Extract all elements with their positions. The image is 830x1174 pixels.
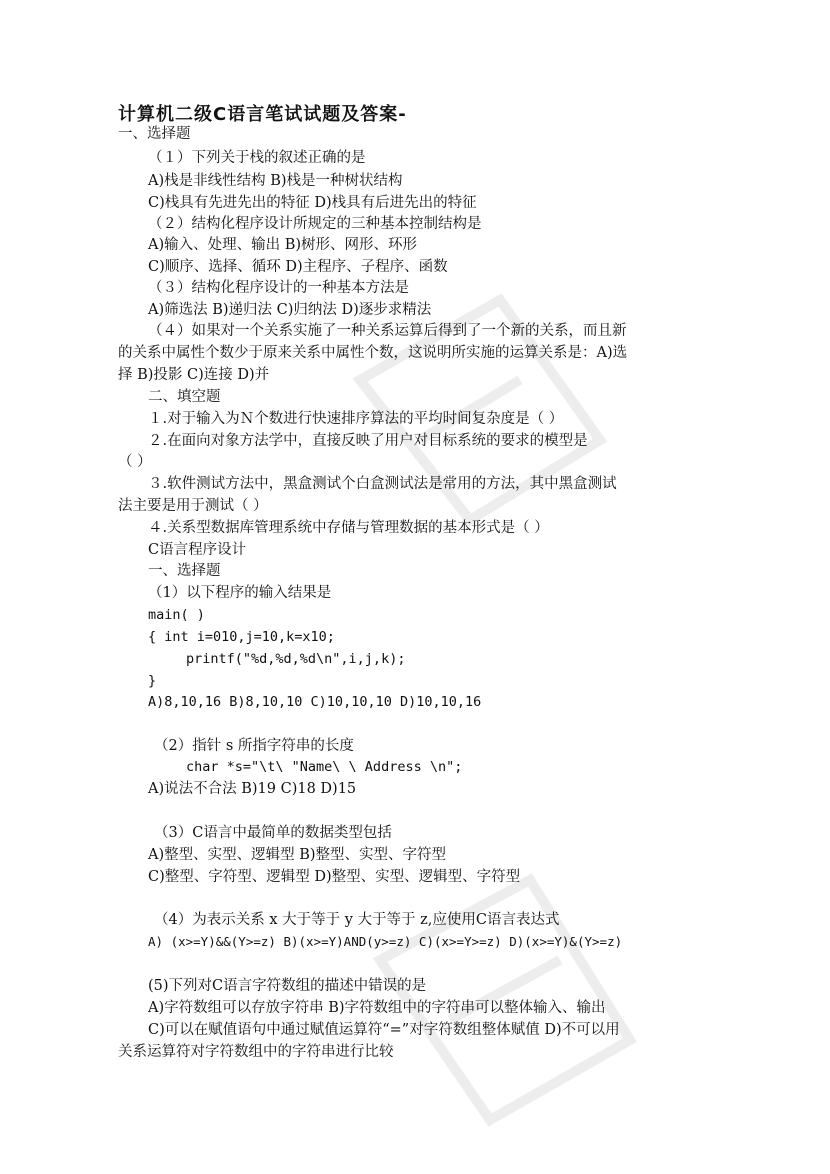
code-line: } <box>148 673 157 689</box>
page-title: 计算机二级C语言笔试试题及答案- <box>118 104 407 125</box>
section-heading: 一、选择题 <box>118 126 191 142</box>
section-heading: C语言程序设计 <box>148 542 247 558</box>
answer-options: A)筛选法 B)递归法 C)归纳法 D)逐步求精法 <box>148 302 432 318</box>
answer-options: C)顺序、选择、循环 D)主程序、子程序、函数 <box>148 259 448 275</box>
answer-options: A)栈是非线性结构 B)栈是一种树状结构 <box>148 173 403 189</box>
answer-options: C)栈具有先进先出的特征 D)栈具有后进先出的特征 <box>148 195 477 211</box>
answer-options: A) (x>=Y)&&(Y>=z) B)(x>=Y)AND(y>=z) C)(x>=Y>=z) D)(x>=Y)&(Y>=z) <box>148 934 623 949</box>
fill-blank-question: （ ） <box>118 454 152 470</box>
section-heading: 一、选择题 <box>148 563 221 579</box>
answer-options: C)整型、字符型、逻辑型 D)整型、实型、逻辑型、字符型 <box>148 869 521 885</box>
code-line: { int i=010,j=10,k=x10; <box>148 629 335 645</box>
fill-blank-question: １.对于输入为Ｎ个数进行快速排序算法的平均时间复杂度是（ ） <box>148 411 564 427</box>
answer-options: C)可以在赋值语句中通过赋值运算符“=”对字符数组整体赋值 D)不可以用 <box>148 1022 620 1038</box>
question-text: （2）指针 s 所指字符串的长度 <box>154 738 354 754</box>
fill-blank-question: ４.关系型数据库管理系统中存储与管理数据的基本形式是（ ） <box>148 520 549 536</box>
question-text: （１）下列关于栈的叙述正确的是 <box>148 150 366 166</box>
fill-blank-question: ３.软件测试方法中，黑盒测试个白盒测试法是常用的方法，其中黑盒测试 <box>148 476 617 492</box>
answer-options: A)输入、处理、输出 B)树形、网形、环形 <box>148 237 418 253</box>
answer-options: A)字符数组可以存放字符串 B)字符数组中的字符串可以整体输入、输出 <box>148 1000 606 1016</box>
code-line: char *s="\t\ "Name\ \ Address \n"; <box>186 759 463 775</box>
question-text: 的关系中属性个数少于原来关系中属性个数，这说明所实施的运算关系是：A)选 <box>118 345 628 361</box>
question-text: （４）如果对一个关系实施了一种关系运算后得到了一个新的关系，而且新 <box>148 323 627 339</box>
question-text: （３）结构化程序设计的一种基本方法是 <box>148 280 409 296</box>
code-line: printf("%d,%d,%d\n",i,j,k); <box>186 651 406 667</box>
question-text: （２）结构化程序设计所规定的三种基本控制结构是 <box>148 216 482 232</box>
answer-options: A)说法不合法 B)19 C)18 D)15 <box>148 781 357 797</box>
question-text: （3）C语言中最简单的数据类型包括 <box>154 825 392 841</box>
answer-options: 择 B)投影 C)连接 D)并 <box>118 367 270 383</box>
question-text: （1）以下程序的输入结果是 <box>148 585 332 601</box>
question-text: （4）为表示关系 x 大于等于 y 大于等于 z,应使用C语言表达式 <box>154 912 560 928</box>
answer-options: A)8,10,16 B)8,10,10 C)10,10,10 D)10,10,16 <box>148 694 482 710</box>
code-line: main( ) <box>148 607 205 623</box>
fill-blank-question: ２.在面向对象方法学中，直接反映了用户对目标系统的要求的模型是 <box>148 433 588 449</box>
answer-options: A)整型、实型、逻辑型 B)整型、实型、字符型 <box>148 847 447 863</box>
answer-options: 关系运算符对字符数组中的字符串进行比较 <box>118 1044 394 1060</box>
section-heading: 二、填空题 <box>148 389 221 405</box>
fill-blank-question: 法主要是用于测试（ ） <box>118 498 268 514</box>
question-text: (5)下列对C语言字符数组的描述中错误的是 <box>148 978 427 994</box>
